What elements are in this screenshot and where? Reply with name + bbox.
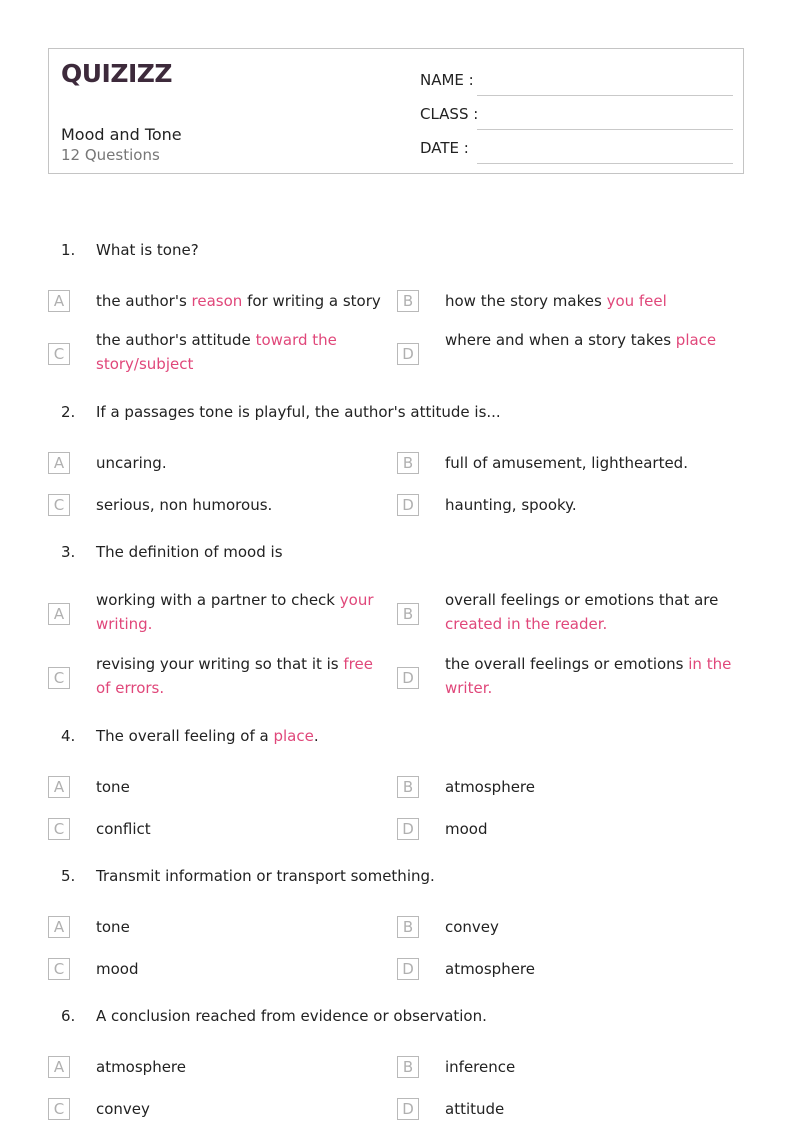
option-c-text [96, 493, 386, 517]
option-d-text [445, 817, 735, 841]
text-segment: the author's attitude [96, 331, 256, 349]
class-field [420, 97, 733, 127]
option-a-checkbox[interactable]: A [48, 603, 70, 625]
text-segment: revising your writing so that it is [96, 655, 344, 673]
option-b-checkbox[interactable]: B [397, 290, 419, 312]
option-c-text [96, 817, 386, 841]
text-segment: atmosphere [445, 960, 535, 978]
option-c-text [96, 1097, 386, 1121]
option-a-text [96, 289, 386, 313]
option-c-checkbox[interactable]: C [48, 494, 70, 516]
highlighted-text: toward the story/subject [96, 331, 337, 373]
text-segment: The overall feeling of a [96, 727, 274, 745]
option-c-text [96, 957, 386, 981]
question-text [96, 241, 199, 259]
question-number: 1. [61, 241, 76, 259]
option-b-text [445, 451, 735, 475]
text-segment: overall feelings or emotions that are [445, 591, 719, 609]
text-segment: uncaring. [96, 454, 167, 472]
option-c-text [96, 328, 386, 376]
option-a-text [96, 588, 386, 636]
text-segment: . [313, 727, 319, 745]
text-segment: If a passages tone is playful, the author's attitude is... [96, 403, 501, 421]
option-a-text [96, 915, 386, 939]
text-segment: mood [96, 960, 139, 978]
option-c-checkbox[interactable]: C [48, 1098, 70, 1120]
date-line [477, 163, 733, 164]
class-line [477, 129, 733, 130]
text-segment: conflict [96, 820, 151, 838]
text-segment: the overall feelings or emotions [445, 655, 689, 673]
highlighted-text: your writing. [96, 591, 374, 633]
option-d-checkbox[interactable]: D [397, 818, 419, 840]
text-segment: the author's [96, 292, 192, 310]
text-segment: tone [96, 918, 130, 936]
option-d-checkbox[interactable]: D [397, 343, 419, 365]
text-segment: full of amusement, lighthearted. [445, 454, 688, 472]
quizizz-logo: QUIZIZZ [61, 59, 173, 88]
text-segment: serious, non humorous. [96, 496, 273, 514]
text-segment: Transmit information or transport something. [96, 867, 435, 885]
text-segment: haunting, spooky. [445, 496, 577, 514]
option-b-checkbox[interactable]: B [397, 452, 419, 474]
option-b-checkbox[interactable]: B [397, 916, 419, 938]
highlighted-text: place [675, 331, 717, 349]
option-b-checkbox[interactable]: B [397, 776, 419, 798]
option-b-checkbox[interactable]: B [397, 1056, 419, 1078]
text-segment: where and when a story takes [445, 331, 676, 349]
option-c-checkbox[interactable]: C [48, 818, 70, 840]
question-text [96, 543, 283, 561]
name-field [420, 63, 733, 93]
question-text [96, 727, 319, 745]
highlighted-text: in the writer. [445, 655, 732, 697]
text-segment: convey [96, 1100, 150, 1118]
question-text [96, 1007, 487, 1025]
text-segment: inference [445, 1058, 516, 1076]
question-number: 2. [61, 403, 76, 421]
text-segment: for writing a story [242, 292, 381, 310]
text-segment: working with a partner to check [96, 591, 340, 609]
highlighted-text: place [273, 727, 314, 745]
date-field [420, 131, 733, 161]
highlighted-text: free of errors. [96, 655, 373, 697]
text-segment: atmosphere [96, 1058, 186, 1076]
question-text [96, 867, 435, 885]
option-b-text [445, 915, 735, 939]
option-b-text [445, 1055, 735, 1079]
text-segment: What is tone? [96, 241, 199, 259]
option-a-text [96, 1055, 386, 1079]
option-d-checkbox[interactable]: D [397, 667, 419, 689]
option-b-text [445, 588, 735, 636]
text-segment: how the story makes [445, 292, 607, 310]
option-d-text [445, 957, 735, 981]
highlighted-text: reason [191, 292, 243, 310]
option-a-text [96, 451, 386, 475]
highlighted-text: created in the reader. [445, 615, 608, 633]
name-line [477, 95, 733, 96]
option-d-checkbox[interactable]: D [397, 494, 419, 516]
option-b-text [445, 775, 735, 799]
option-d-checkbox[interactable]: D [397, 958, 419, 980]
highlighted-text: you feel [606, 292, 667, 310]
text-segment: atmosphere [445, 778, 535, 796]
option-d-checkbox[interactable]: D [397, 1098, 419, 1120]
question-number: 3. [61, 543, 76, 561]
option-c-text [96, 652, 386, 700]
question-number: 6. [61, 1007, 76, 1025]
question-number: 4. [61, 727, 76, 745]
option-d-text [445, 652, 735, 700]
option-a-checkbox[interactable]: A [48, 916, 70, 938]
option-c-checkbox[interactable]: C [48, 958, 70, 980]
option-d-text [445, 493, 735, 517]
option-c-checkbox[interactable]: C [48, 667, 70, 689]
option-a-checkbox[interactable]: A [48, 776, 70, 798]
question-number: 5. [61, 867, 76, 885]
worksheet-title: Mood and Tone [61, 125, 182, 144]
worksheet-header [48, 48, 744, 174]
option-d-text [445, 1097, 735, 1121]
class-label: CLASS : [420, 105, 479, 123]
question-count: 12 Questions [61, 146, 160, 164]
option-d-text [445, 328, 735, 352]
option-a-checkbox[interactable]: A [48, 290, 70, 312]
option-b-text [445, 289, 735, 313]
text-segment: attitude [445, 1100, 505, 1118]
text-segment: mood [445, 820, 488, 838]
text-segment: convey [445, 918, 499, 936]
option-a-text [96, 775, 386, 799]
name-label: NAME : [420, 71, 474, 89]
question-text [96, 403, 501, 421]
text-segment: A conclusion reached from evidence or observation. [96, 1007, 487, 1025]
text-segment: tone [96, 778, 130, 796]
text-segment: The definition of mood is [96, 543, 283, 561]
option-a-checkbox[interactable]: A [48, 1056, 70, 1078]
option-a-checkbox[interactable]: A [48, 452, 70, 474]
option-b-checkbox[interactable]: B [397, 603, 419, 625]
option-c-checkbox[interactable]: C [48, 343, 70, 365]
date-label: DATE : [420, 139, 469, 157]
